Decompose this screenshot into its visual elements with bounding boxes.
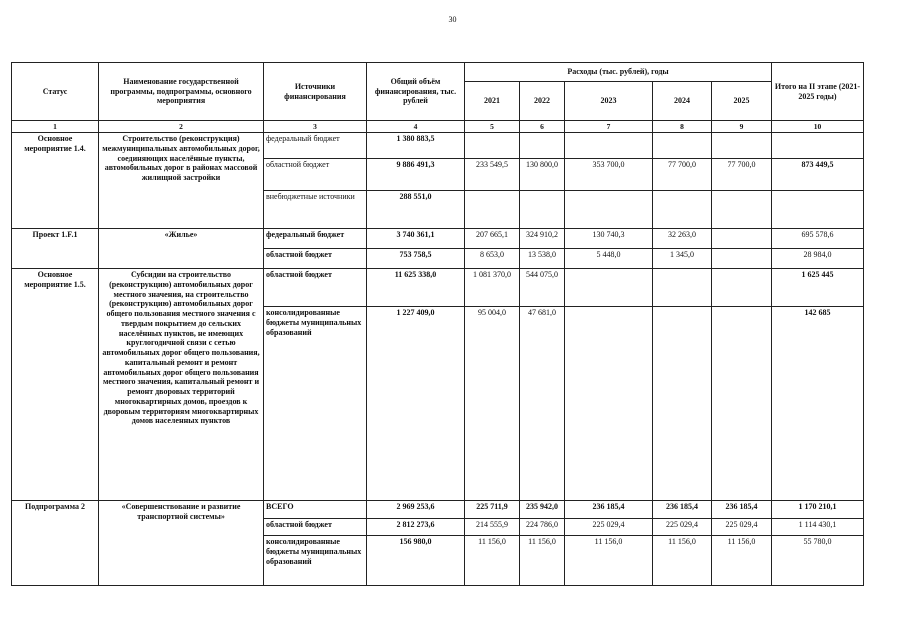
row-2021 <box>465 133 520 159</box>
row-2024 <box>653 133 712 159</box>
row-2021: 214 555,9 <box>465 519 520 536</box>
column-number: 9 <box>712 121 772 133</box>
row-total: 1 227 409,0 <box>367 307 465 501</box>
row-source: федеральный бюджет <box>264 133 367 159</box>
row-2022 <box>520 191 565 229</box>
table-row <box>12 501 864 519</box>
row-2022: 324 910,2 <box>520 229 565 249</box>
row-2021: 225 711,9 <box>465 501 520 519</box>
column-number: 6 <box>520 121 565 133</box>
row-2023 <box>565 191 653 229</box>
row-2024 <box>653 269 712 307</box>
row-stage-total: 1 114 430,1 <box>772 519 864 536</box>
row-stage-total <box>772 191 864 229</box>
row-2023: 353 700,0 <box>565 159 653 191</box>
column-number: 3 <box>264 121 367 133</box>
row-program-name: Строительство (реконструкция) межмуниципальных автомобильных дорог, соединяющих населённые пункты, автомобильных дорог в районах массовой жилищной застройки <box>99 133 264 229</box>
row-2023: 5 448,0 <box>565 249 653 269</box>
row-2022: 130 800,0 <box>520 159 565 191</box>
row-2024: 225 029,4 <box>653 519 712 536</box>
header-total-volume: Общий объём финансирования, тыс. рублей <box>367 63 465 121</box>
row-source: областной бюджет <box>264 249 367 269</box>
row-2023 <box>565 133 653 159</box>
column-number: 10 <box>772 121 864 133</box>
row-stage-total: 695 578,6 <box>772 229 864 249</box>
column-number: 5 <box>465 121 520 133</box>
header-year-2021: 2021 <box>465 82 520 121</box>
row-2025 <box>712 133 772 159</box>
table-row <box>12 133 864 159</box>
row-2025 <box>712 191 772 229</box>
row-stage-total: 28 984,0 <box>772 249 864 269</box>
row-2025 <box>712 269 772 307</box>
row-2021: 207 665,1 <box>465 229 520 249</box>
header-status: Статус <box>12 63 99 121</box>
row-program-name: «Совершенствование и развитие транспортной системы» <box>99 501 264 586</box>
column-number: 4 <box>367 121 465 133</box>
row-total: 288 551,0 <box>367 191 465 229</box>
row-2021 <box>465 191 520 229</box>
row-stage-total: 873 449,5 <box>772 159 864 191</box>
row-2024: 77 700,0 <box>653 159 712 191</box>
row-total: 11 625 338,0 <box>367 269 465 307</box>
row-source: областной бюджет <box>264 519 367 536</box>
column-number: 1 <box>12 121 99 133</box>
column-number: 8 <box>653 121 712 133</box>
row-source: федеральный бюджет <box>264 229 367 249</box>
table-row <box>12 229 864 249</box>
column-number-row <box>12 121 864 133</box>
row-source: внебюджетные источники <box>264 191 367 229</box>
row-status: Основное мероприятие 1.4. <box>12 133 99 229</box>
row-2022: 13 538,0 <box>520 249 565 269</box>
header-year-2022: 2022 <box>520 82 565 121</box>
row-total: 2 812 273,6 <box>367 519 465 536</box>
header-year-2025: 2025 <box>712 82 772 121</box>
row-status: Подпрограмма 2 <box>12 501 99 586</box>
row-stage-total: 1 625 445 <box>772 269 864 307</box>
row-2024: 236 185,4 <box>653 501 712 519</box>
row-2023: 225 029,4 <box>565 519 653 536</box>
header-year-2023: 2023 <box>565 82 653 121</box>
row-2024: 1 345,0 <box>653 249 712 269</box>
row-source: консолидированные бюджеты муниципальных образований <box>264 536 367 586</box>
row-2023: 236 185,4 <box>565 501 653 519</box>
row-total: 156 980,0 <box>367 536 465 586</box>
row-total: 753 758,5 <box>367 249 465 269</box>
row-source: ВСЕГО <box>264 501 367 519</box>
row-2021: 8 653,0 <box>465 249 520 269</box>
row-total: 2 969 253,6 <box>367 501 465 519</box>
row-2021: 1 081 370,0 <box>465 269 520 307</box>
row-2025 <box>712 249 772 269</box>
column-number: 2 <box>99 121 264 133</box>
row-program-name: Субсидии на строительство (реконструкцию) автомобильных дорог местного значения, на строительство (реконструкцию) автомобильных дорог общего пользования местного значения с твердым покрытием до сельских населённых пунктов, не имеющих круглогодичной связи с сетью автомобильных дорог общего пользования, капитальный ремонт и ремонт автомобильных дорог общего пользования местного значения, капитальный ремонт и ремонт дворовых территорий многоквартирных домов, проездов к дворовым территориям многоквартирных домов населенных пунктов <box>99 269 264 501</box>
column-number: 7 <box>565 121 653 133</box>
row-2022: 11 156,0 <box>520 536 565 586</box>
row-2023: 11 156,0 <box>565 536 653 586</box>
row-2022: 224 786,0 <box>520 519 565 536</box>
row-2024: 11 156,0 <box>653 536 712 586</box>
row-2024 <box>653 191 712 229</box>
row-stage-total: 1 170 210,1 <box>772 501 864 519</box>
row-total: 3 740 361,1 <box>367 229 465 249</box>
row-2021: 95 004,0 <box>465 307 520 501</box>
row-2024 <box>653 307 712 501</box>
row-total: 1 380 883,5 <box>367 133 465 159</box>
header-program-name: Наименование государственной программы, подпрограммы, основного мероприятия <box>99 63 264 121</box>
row-source: консолидированные бюджеты муниципальных образований <box>264 307 367 501</box>
row-2022: 47 681,0 <box>520 307 565 501</box>
header-stage-total: Итого на II этапе (2021-2025 годы) <box>772 63 864 121</box>
row-2024: 32 263,0 <box>653 229 712 249</box>
row-stage-total: 142 685 <box>772 307 864 501</box>
header-year-2024: 2024 <box>653 82 712 121</box>
row-2025: 77 700,0 <box>712 159 772 191</box>
row-status: Основное мероприятие 1.5. <box>12 269 99 501</box>
row-2021: 11 156,0 <box>465 536 520 586</box>
row-2025 <box>712 229 772 249</box>
header-sources: Источники финансирования <box>264 63 367 121</box>
row-2023 <box>565 269 653 307</box>
row-2025: 11 156,0 <box>712 536 772 586</box>
row-2025 <box>712 307 772 501</box>
row-total: 9 886 491,3 <box>367 159 465 191</box>
row-stage-total: 55 780,0 <box>772 536 864 586</box>
header-expenses: Расходы (тыс. рублей), годы <box>465 63 772 82</box>
row-2023: 130 740,3 <box>565 229 653 249</box>
row-stage-total <box>772 133 864 159</box>
row-status: Проект 1.F.1 <box>12 229 99 269</box>
financing-table <box>11 62 864 586</box>
row-program-name: «Жилье» <box>99 229 264 269</box>
row-source: областной бюджет <box>264 269 367 307</box>
row-2023 <box>565 307 653 501</box>
row-2025: 236 185,4 <box>712 501 772 519</box>
row-2022: 544 075,0 <box>520 269 565 307</box>
row-2022: 235 942,0 <box>520 501 565 519</box>
row-2022 <box>520 133 565 159</box>
table-row <box>12 269 864 307</box>
row-2021: 233 549,5 <box>465 159 520 191</box>
row-2025: 225 029,4 <box>712 519 772 536</box>
row-source: областной бюджет <box>264 159 367 191</box>
page-number: 30 <box>448 15 457 24</box>
